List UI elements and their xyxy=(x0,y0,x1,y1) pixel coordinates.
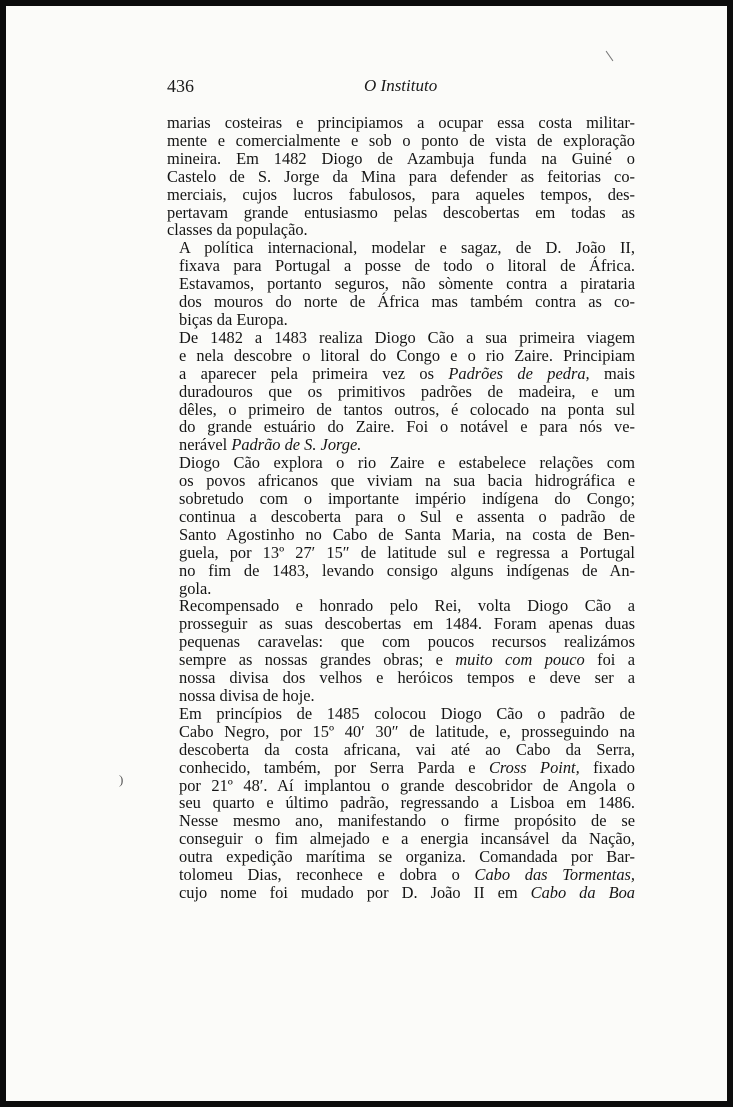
paragraph-3 xyxy=(167,329,635,454)
paragraph-4 xyxy=(167,454,635,597)
text-line: nossa divisa de hoje. xyxy=(179,686,315,705)
running-title: O Instituto xyxy=(364,76,438,95)
italic-phrase: Padrão de S. Jorge. xyxy=(231,435,362,455)
text-line: no fim de 1483, levando consigo alguns indígenas de An- xyxy=(179,560,635,580)
italic-phrase: Cabo das Tormentas, xyxy=(474,865,636,885)
text-line: fixava para Portugal a posse de todo o litoral de África. xyxy=(179,256,635,276)
text-line: A política internacional, modelar e sagaz, de D. João II, xyxy=(179,238,635,258)
text-line: pertavam grande entusiasmo pelas descobertas em todas as xyxy=(167,202,635,222)
text-line: pequenas caravelas: que com poucos recursos realizámos xyxy=(179,632,635,652)
text-line: prosseguir as suas descobertas em 1484. Foram apenas duas xyxy=(179,614,635,634)
text-line: marias costeiras e principiamos a ocupar essa costa militar- xyxy=(167,113,635,132)
text-line: sobretudo com o importante império indígena do Congo; xyxy=(179,489,635,509)
paragraph-5 xyxy=(167,597,635,704)
text-line: gola. xyxy=(179,578,212,598)
paragraph-1 xyxy=(167,114,635,239)
margin-mark: ) xyxy=(119,772,124,787)
text-fragment: foi a xyxy=(584,650,635,670)
text-line-mixed xyxy=(167,884,635,902)
text-line: dêles, o primeiro de tantos outros, é colocado na ponta sul xyxy=(179,399,635,419)
text-line: biças da Europa. xyxy=(179,309,288,329)
text-fragment: a aparecer pela primeira vez os xyxy=(179,363,449,383)
text-line: duradouros que os primitivos padrões de madeira, e um xyxy=(179,381,635,401)
text-fragment: nerável xyxy=(179,435,232,455)
page-number: 436 xyxy=(167,76,194,96)
stray-pen-mark xyxy=(606,51,614,61)
text-line: mineira. Em 1482 Diogo de Azambuja funda na Guiné o xyxy=(167,148,635,168)
italic-phrase: Padrões de pedra, xyxy=(448,363,590,383)
text-line: e nela descobre o litoral do Congo e o rio Zaire. Principiam xyxy=(179,345,635,365)
text-line: os povos africanos que viviam na sua bacia hidrográfica e xyxy=(179,471,635,491)
text-line: conseguir o fim almejado e a energia incansável da Nação, xyxy=(179,829,635,849)
paragraph-6 xyxy=(167,705,635,812)
text-fragment: conhecido, também, por Serra Parda e xyxy=(179,757,489,777)
text-line: Diogo Cão explora o rio Zaire e estabelece relações com xyxy=(179,453,635,473)
body-text xyxy=(167,114,635,902)
text-line: do grande estuário do Zaire. Foi o notável e para nós ve- xyxy=(179,417,635,437)
text-line: continua a descoberta para o Sul e assenta o padrão de xyxy=(179,506,635,526)
text-line: dos mouros do norte de África mas também contra as co- xyxy=(179,292,635,312)
text-line: por 21º 48′. Aí implantou o grande descobridor de Angola o xyxy=(179,775,635,795)
text-line: Nesse mesmo ano, manifestando o firme propósito de se xyxy=(179,811,635,831)
text-line-mixed xyxy=(167,365,635,383)
text-line: Recompensado e honrado pelo Rei, volta Diogo Cão a xyxy=(179,596,635,616)
text-line-mixed xyxy=(167,651,635,669)
text-fragment: cujo nome foi mudado por D. João II em xyxy=(179,882,531,902)
text-line-mixed xyxy=(167,759,635,777)
text-fragment: fixado xyxy=(579,757,635,777)
italic-phrase: muito com pouco xyxy=(455,650,585,670)
italic-phrase: Cabo da Boa xyxy=(530,882,635,902)
text-line: mente e comercialmente e sob o ponto de vista de exploração xyxy=(167,130,635,150)
text-line: nossa divisa dos velhos e heróicos tempos e deve ser a xyxy=(179,668,635,688)
text-fragment: mais xyxy=(589,363,635,383)
text-line: descoberta da costa africana, vai até ao Cabo da Serra, xyxy=(179,739,635,759)
text-line: outra expedição marítima se organiza. Comandada por Bar- xyxy=(179,847,635,867)
text-line: Em princípios de 1485 colocou Diogo Cão o padrão de xyxy=(179,703,635,723)
text-line: De 1482 a 1483 realiza Diogo Cão a sua primeira viagem xyxy=(179,327,635,347)
text-line: Castelo de S. Jorge da Mina para defender as feitorias co- xyxy=(167,166,635,186)
text-line: Santo Agostinho no Cabo de Santa Maria, na costa de Ben- xyxy=(179,524,635,544)
text-line: Cabo Negro, por 15º 40′ 30″ de latitude, e, prosseguindo na xyxy=(179,721,635,741)
text-line: classes da população. xyxy=(167,220,308,240)
paragraph-7 xyxy=(167,812,635,902)
paragraph-2 xyxy=(167,239,635,329)
page-header xyxy=(167,76,635,100)
text-line: seu quarto e último padrão, regressando a Lisboa em 1486. xyxy=(179,793,635,813)
text-line: merciais, cujos lucros fabulosos, para aqueles tempos, des- xyxy=(167,184,635,204)
italic-phrase: Cross Point, xyxy=(488,757,580,777)
text-fragment: tolomeu Dias, reconhece e dobra o xyxy=(179,865,475,885)
text-line-mixed xyxy=(167,436,635,454)
text-line: Estavamos, portanto seguros, não sòmente contra a pirataria xyxy=(179,274,635,294)
text-fragment: sempre as nossas grandes obras; e xyxy=(179,650,456,670)
text-line: guela, por 13º 27′ 15″ de latitude sul e regressa a Portugal xyxy=(179,542,635,562)
text-line-mixed xyxy=(167,866,635,884)
